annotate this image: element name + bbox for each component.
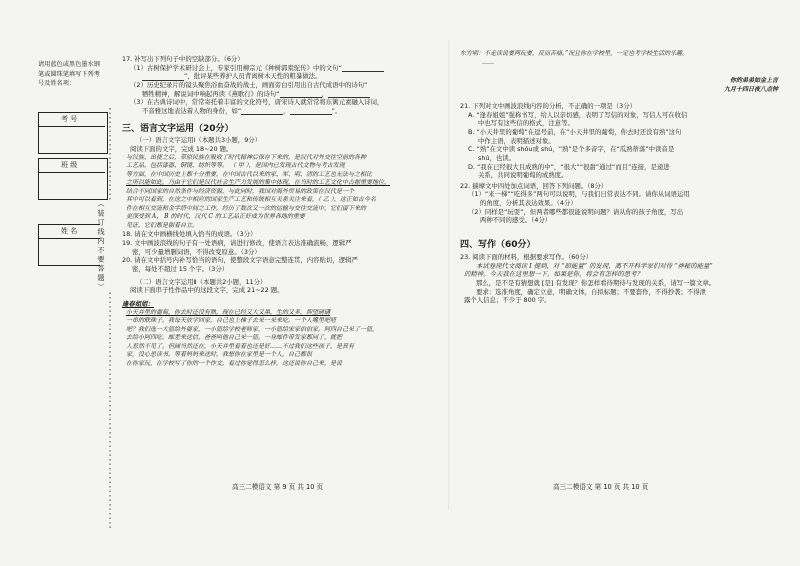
q17-line1: （1）古树保护学术研讨会上，专家引用柳宗元《种树郭橐驼传》中的文句“: [130, 63, 342, 72]
part2-title: （二）语言文字运用Ⅱ（本题共2小题，11分）: [136, 277, 267, 286]
binding-margin-text: （ 装 订 线 内 不 要 答 题 ）: [100, 200, 112, 290]
q20-line1: 20. 请在文中括号内补写恰当的语句，使整段文字语意完整连贯，内容贴切，逻辑严: [122, 256, 358, 265]
q19-line1: 19. 文中画波浪线的句子有一处语病，请进行修改，使语言表达准确流畅，逻辑严: [122, 239, 352, 248]
q23-material-1: 本试卷现代文阅读 I 提到，对 “暗能量” 的发现，离不开科学家们对待 “神秘的能量”: [476, 261, 713, 270]
q21-option-d[interactable]: D. “我在已经很大且成熟的中”，“很大”“很甜”通过“而且”连接，是递进: [468, 162, 670, 171]
story-salutation: 逢春姐姐：: [122, 299, 154, 308]
letter-ending-line: 东方明：不走读说要两玩要，反而苦痛。”况且你在学校里，一定也考学校生活的乐趣。: [460, 50, 689, 57]
letter-date: 九月十四日夜八点钟: [723, 85, 778, 93]
q17-heading: 17. 补写出下列句子中的空缺部分。（6分）: [122, 55, 244, 63]
q17-line2: ”，批评某些养护人员背离树木天性的粗暴做法。: [184, 72, 322, 81]
q23-heading: 23. 阅读下面的材料，根据要求写作。（60分）: [460, 253, 593, 262]
q22-part1: （1）“来一梯”“吃得多”两句可以说明，与我们日常表达不同。请你从词语运用: [468, 190, 690, 199]
left-page: 17. 补写出下列句子中的空缺部分。（6分） （1）古树保护学术研讨会上，专家引用柳宗元《种树郭橐驼传》中的文句“ ”，批评某些养护人员背离树木天性的粗暴做法。 （2）历史纪录片的镜头聚焦浴血奋战的战士，画面旁白引用出自古代成语中的诗句“ 牺牲精神，解说词中响起再读《燕歌行》的诗句“ ， （3）在古典诗词中，常常寄托着丰富的文化符号，唐宋诗人就常常将东篱元素融入诗词， 不音雅这地表达着人物的身份，如“ ， ”。 三、语言文字运用（20分） （一）语言文字运用Ⅰ（本题共3小题，9分） 阅读下面的文字，完成 18~20 题。 与汉族、出使之后，草原民族在吸收了时代精神后保存下来的，是汉代对外交往空前的各种 工艺品，包括漆器、铜镜、纺织等等。 （ 甲 ），是国内已发现古代文物与考古发现 等方面，在中国历史上都十分重要，在中国古代以来的家、军、明、清的工艺也无法与之相比 之所以能如此，乃由于它们是汉代社会生产力发展的集中体现，在当时的工艺文化中占据重要地位。 结合不同国家的自然条件与经济资源，与此同时，我国对海外贸易的政策在汉代是一个 其中可以看到，在这之中相应的国家生产工艺和传统相互关系关注来看，（ 乙 ），这正如古今名 件在相互交流和金字塔中间之工作，经历了数次又一次的运输与交往交流中，它们留下来的 更深受到 A、 B 的时代，汉代 C 的工艺品正好成为世界各地的重要 见证，它们都是朝着自立。 18. 请在文中画横线处填入恰当的成语。（3分） 19. 文中画波浪线的句子有一处语病，请进行修改，使语言表达准确流畅，逻辑严 密，可少量增删词语，不得改变原意。（3分） 20. 请在文中括号内补写恰当的语句，使整段文字语意完整连贯，内容贴切，逻辑严 密，每处不超过 15 个字。（3分） （二）语言文字运用Ⅱ（本题共2小题，11分） 阅读下面串子性作品中的这段文字，完成 21~22 题。 逢春姐姐： 小天井里的葡萄，你去时还没有熟，现在已经又大又黑，生的又多，抑望磅礴 一串的联珠子。我每天放学回家，自己也上梯子去采一采来吃。一个人嘴里吧嗒 吧？我们选一大篮给外婆家，一小篮给学校老师家，一小篮给宋家伯伯家。阿四自己采了一篮， 去给小阿四吃。邮差来送信，爸爸叫他自己采一篮。一身邮件带发家都同了，就把 人惹然不见了。但阔当然还在，小天井里看着也还是好……不过我们这些孩子，是真有 家，没心思读书。等着妈妈来送时，我想你在家里是一个人，自己都很 在你家玩，在学校写了你的一个作文，看过你觉得怎么样，这还说你自己来，是说: [122, 55, 440, 368]
right-page: 东方明：不走读说要两玩要，反而苦痛。”况且你在学校里，一定也考学校生活的乐趣。 …… 你的弟弟如金上言 九月十四日夜八点钟 21. 下列对文中画波浪线内容的分析，不正确的一项是（3分） A. “逢春姐姐”强称书写，给人以亲切感，表明了写信的对象，写信人可在收信 中也写有这些信的格式，注意等。 B. “小天井里的葡萄”在逗号前，在“小天井里的葡萄，你去时还没有熟”这句 中作主语，表明描述对象。 C. “熟”在文中读 shóu或 shú，“熟”是个多音字，在“瓜熟蒂落”中读音是 shú，也读。 D. “我在已经很大且成熟的中”，“很大”“很甜”通过“而且”连接，是递进 关系，共同说明葡萄的成熟度。 22. 揣摩文中四处加点词语，回答下列问题。（8分） （1）“来一梯”“吃得多”两句可以说明，与我们日常表达不同。请你从词语运用 的角度，分析其表达效果。（4分） （2）同样是“玩耍”，但两者哪些都很能说明问题？请从你的孩子角度，写出 两种不同的感受。（4分） 四、写作（60分） 23. 阅读下面的材料，根据要求写作。（60分） 本试卷现代文阅读 I 提到，对 “暗能量” 的发现，离不开科学家们对待 “神秘的能量” 的精神。今天我在这里想一下，如果是你，将会有怎样的思考？ 那么，是不是有猜想就 [是] 有发现？你怎样看待期待与发现的关系，请写一篇文章。 要求：选准角度，确定立意，明确文体，自拟标题；不要套作，不得抄袭；不得泄 露个人信息；不少于 800 字。: [460, 50, 778, 305]
candidate-number-box[interactable]: [38, 112, 108, 154]
q23-material-2: 的精神。今天我在这里想一下，如果是你，将会有怎样的思考？: [464, 270, 643, 279]
name-label: 姓 名: [61, 227, 78, 235]
q21-option-a[interactable]: A. “逢春姐姐”强称书写，给人以亲切感，表明了写信的对象，写信人可在收信: [468, 110, 688, 119]
q19-line2: 密，可少量增删词语，不得改变原意。（3分）: [132, 247, 261, 256]
page-fold: [448, 40, 449, 510]
right-page-footer: 高三二模语文 第 10 页 共 10 页: [553, 483, 649, 491]
binding-dotted-line: [104, 108, 116, 528]
q17-line6: 不音雅这地表达着人物的身份，如“: [142, 106, 242, 115]
class-label: 班 级: [61, 161, 78, 169]
binding-instruction: 请用蓝色或黑色墨水钢笔或圆珠笔填写下列考号及姓名项：: [38, 61, 100, 88]
q17-line5: （3）在古典诗词中，常常寄托着丰富的文化符号，唐宋诗人就常常将东篱元素融入诗词，: [130, 98, 384, 107]
q23-requirement-2: 露个人信息；不少于 800 字。: [464, 296, 551, 305]
q23-requirement-1: 要求：选准角度，确定立意，明确文体，自拟标题；不要套作，不得抄袭；不得泄: [476, 287, 707, 296]
q23-material-3: 那么，是不是有猜想就 [是] 有发现？你怎样看待期待与发现的关系，请写一篇文章。: [476, 278, 716, 287]
q21-heading: 21. 下列对文中画波浪线内容的分析，不正确的一项是（3分）: [460, 102, 637, 111]
passage-1: 与汉族、出使之后，草原民族在吸收了时代精神后保存下来的，是汉代对外交往空前的各种 工艺品，包括漆器、铜镜、纺织等等。 （ 甲 ），是国内已发现古代文物与考古发现 等方面，在中国历史上都十分重要，在中国古代以来的家、军、明、清的工艺也无法与之相比 之所以能如此，乃由于它们是汉代社会生产力发展的集中体现，在当时的工艺文化中占据重要地位。 结合不同国家的自然条件与经济资源，与此同时，我国对海外贸易的政策在汉代是一个 其中可以看到，在这之中相应的国家生产工艺和传统相互关系关注来看，（ 乙 ），这正如古今名 件在相互交流和金字塔中间之工作，经历了数次又一次的运输与交往交流中，它们留下来的 更深受到 A、 B 的时代，汉代 C 的工艺品正好成为世界各地的重要 见证，它们都是朝着自立。: [126, 153, 391, 229]
class-box[interactable]: [38, 158, 108, 200]
candidate-number-label: 考 号: [61, 115, 78, 123]
q18: 18. 请在文中画横线处填入恰当的成语。（3分）: [122, 230, 257, 239]
section-3-title: 三、语言文字运用（20分）: [122, 124, 234, 135]
q20-line2: 密，每处不超过 15 个字。（3分）: [132, 264, 229, 273]
part1-intro: 阅读下面的文字，完成 18~20 题。: [130, 145, 233, 154]
letter-ellipsis: ……: [482, 58, 494, 66]
section-4-title: 四、写作（60分）: [460, 240, 536, 251]
q17-line3: （2）历史纪录片的镜头聚焦浴血奋战的战士，画面旁白引用出自古代成语中的诗句“: [130, 80, 368, 89]
q22-heading: 22. 揣摩文中四处加点词语，回答下列问题。（8分）: [460, 181, 608, 190]
q17-blank-1[interactable]: [342, 65, 384, 72]
q17-blank-6[interactable]: [290, 108, 332, 115]
q22-part2: （2）同样是“玩耍”，但两者哪些都很能说明问题？请从你的孩子角度，写出: [468, 207, 684, 216]
q17-blank-2[interactable]: [142, 74, 184, 81]
part2-intro: 阅读下面串子性作品中的这段文字，完成 21~22 题。: [130, 286, 284, 295]
letter-signature: 你的弟弟如金上言: [729, 77, 778, 85]
q17-blank-5[interactable]: [241, 108, 283, 115]
q17-line4: 牺牲精神，解说词中响起再读《燕歌行》的诗句“: [142, 89, 280, 98]
q21-option-b[interactable]: B. “小天井里的葡萄”在逗号前，在“小天井里的葡萄，你去时还没有熟”这句: [468, 127, 682, 136]
story-text: 小天井里的葡萄，你去时还没有熟，现在已经又大又黑，生的又多，抑望磅礴 一串的联珠子。我每天放学回家，自己也上梯子去采一采来吃。一个人嘴里吧嗒 吧？我们选一大篮给外婆家，一小篮给学校老师家，一小篮给宋家伯伯家。阿四自己采了一篮， 去给小阿四吃。邮差来送信，爸爸叫他自己采一篮。一身邮件带发家都同了，就把 人惹然不见了。但阔当然还在，小天井里看着也还是好……不过我们这些孩子，是真有 家，没心思读书。等着妈妈来送时，我想你在家里是一个人，自己都很 在你家玩，在学校写了你的一个作文，看过你觉得怎么样，这还说你自己来，是说: [126, 308, 379, 367]
q21-option-c[interactable]: C. “熟”在文中读 shóu或 shú，“熟”是个多音字，在“瓜熟蒂落”中读音是: [468, 145, 675, 154]
left-page-footer: 高三二模语文 第 9 页 共 10 页: [232, 483, 324, 491]
part1-title: （一）语言文字运用Ⅰ（本题共3小题，9分）: [136, 136, 262, 145]
